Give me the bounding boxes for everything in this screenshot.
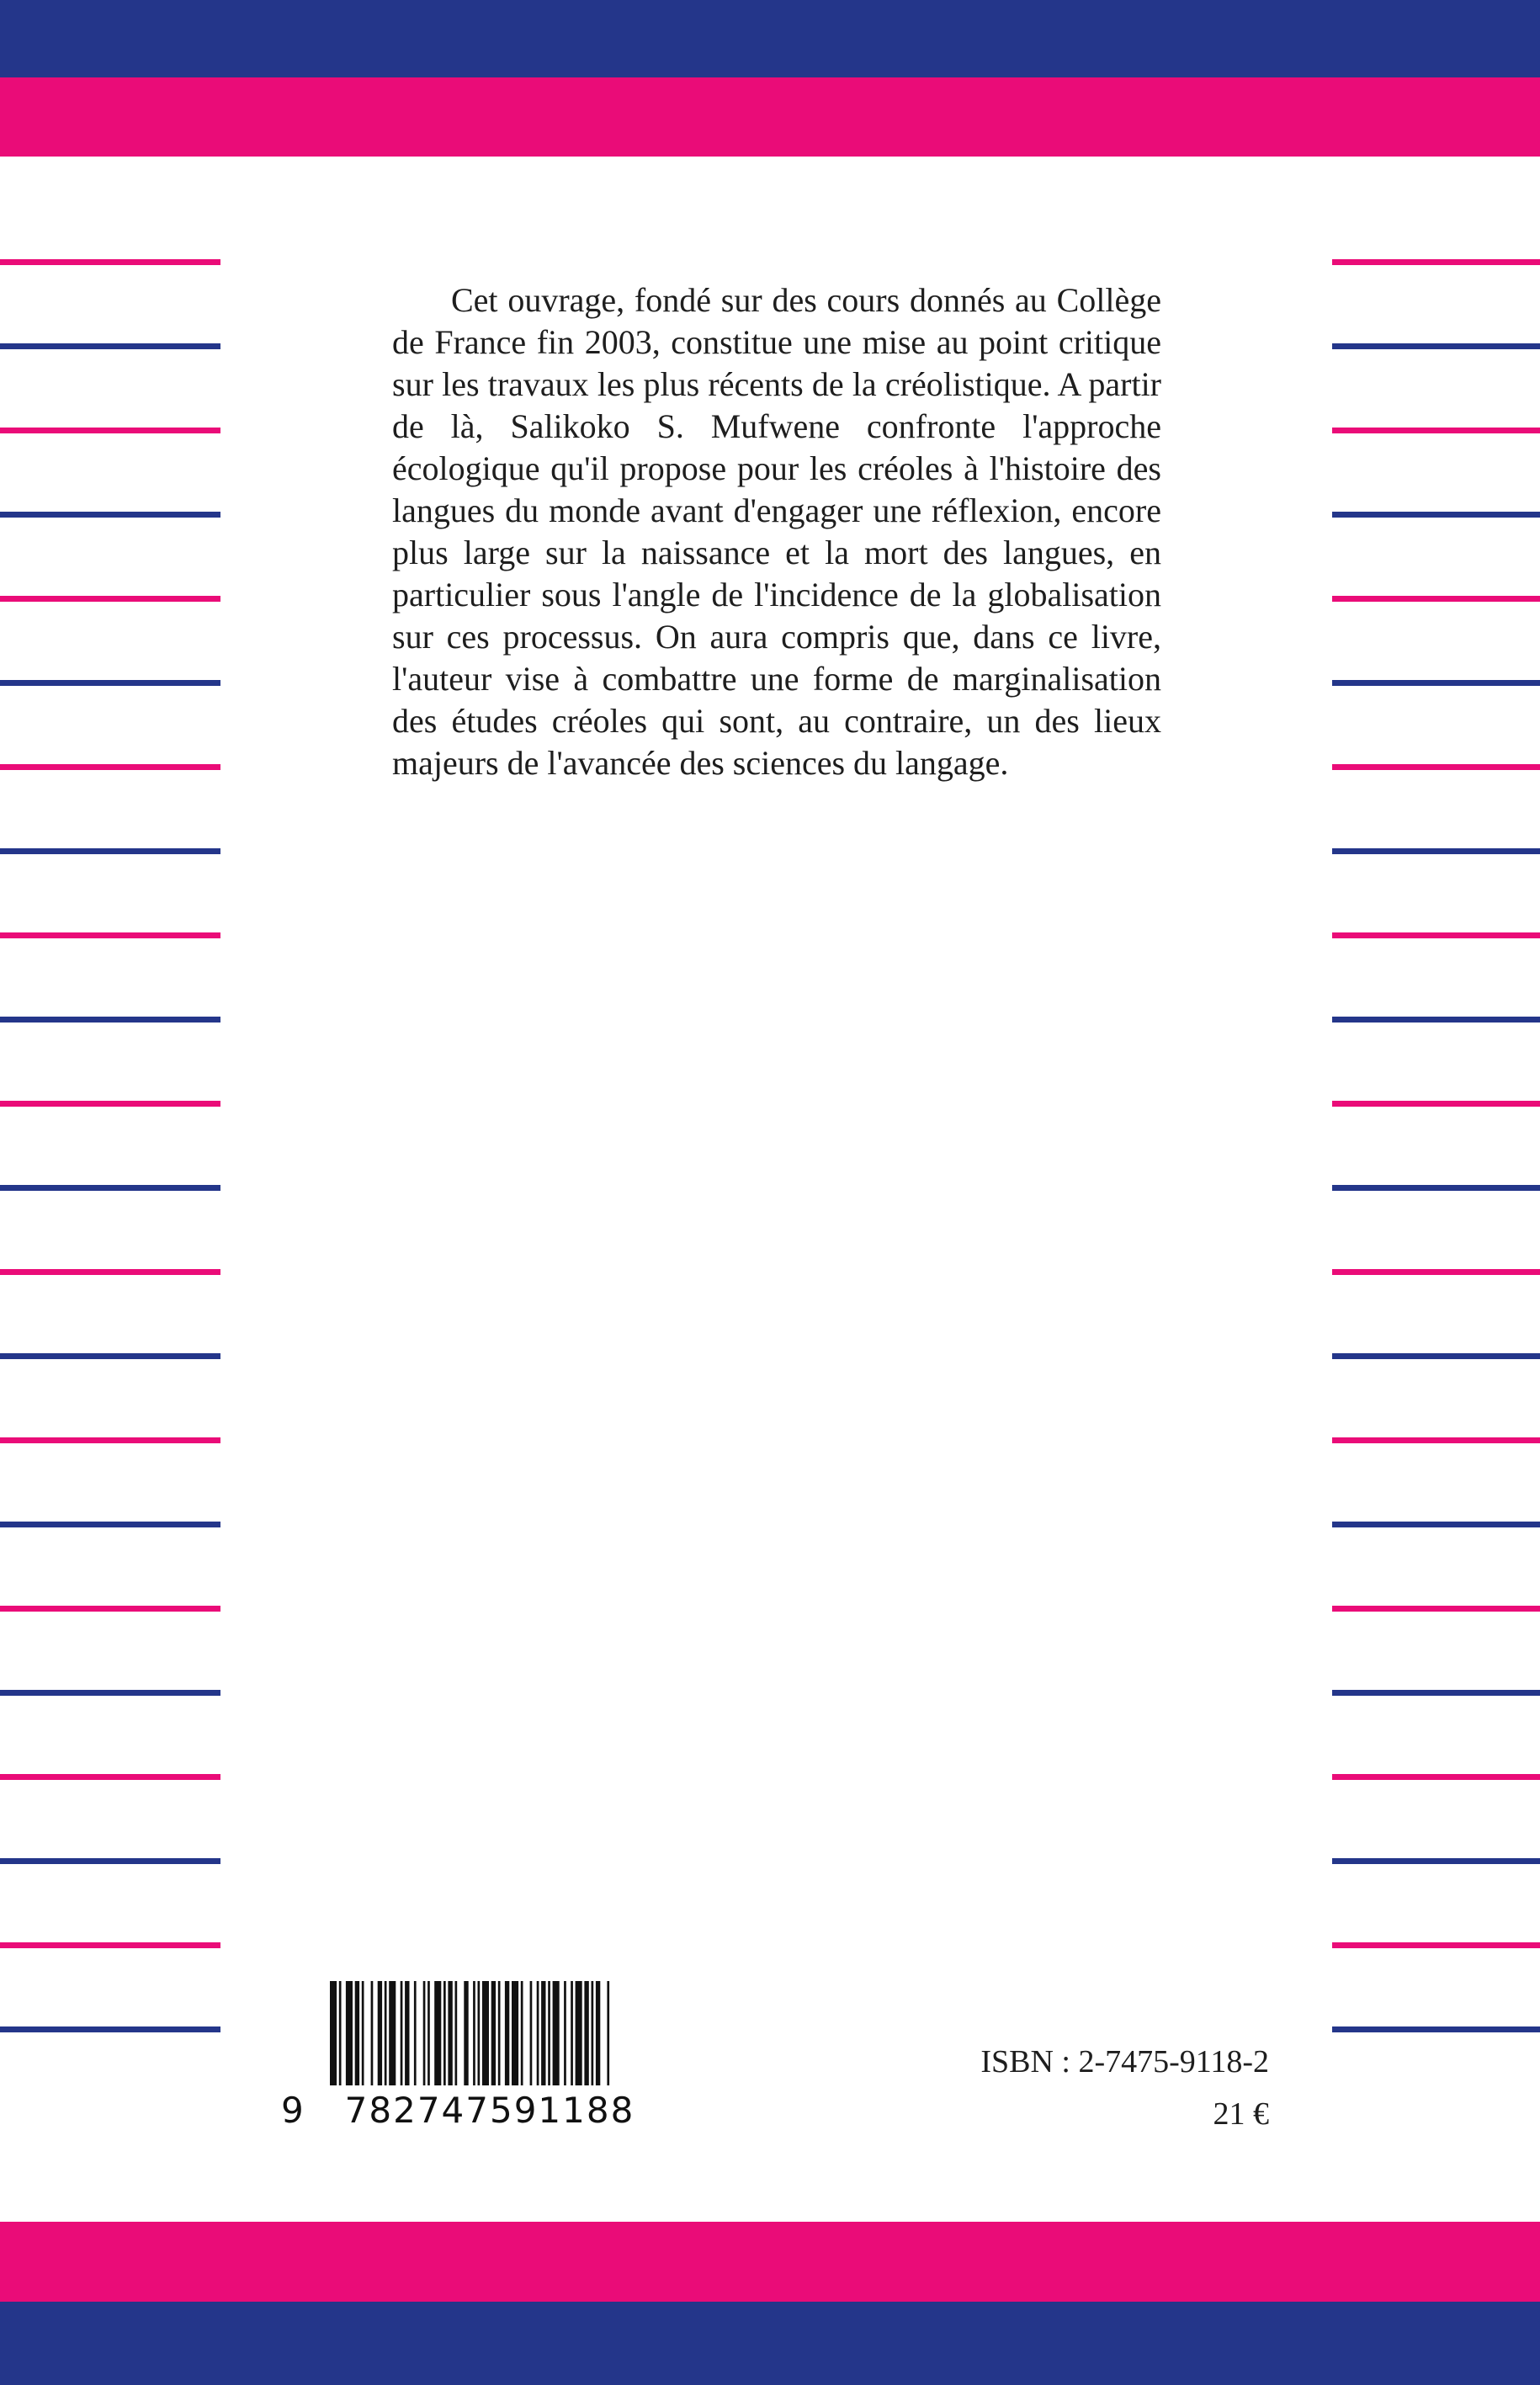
- bottom-navy-band: [0, 2302, 1540, 2385]
- side-stripe-right: [1332, 343, 1540, 349]
- barcode-bar: [414, 1981, 417, 2085]
- barcode-bar: [405, 1981, 409, 2085]
- side-stripe-left: [0, 1185, 220, 1191]
- side-stripe-right: [1332, 1774, 1540, 1780]
- barcode-bar: [473, 1981, 475, 2085]
- side-stripe-left: [0, 680, 220, 686]
- barcode-bar: [464, 1981, 468, 2085]
- barcode-bar: [423, 1981, 426, 2085]
- side-stripe-right: [1332, 1942, 1540, 1948]
- barcode-bar: [346, 1981, 353, 2085]
- side-stripe-right: [1332, 259, 1540, 265]
- barcode-bar: [584, 1981, 588, 2085]
- side-stripe-left: [0, 1942, 220, 1948]
- isbn-number: ISBN : 2-7475-9118-2: [980, 2044, 1269, 2080]
- barcode-digits: [0, 2085, 1540, 2136]
- side-stripe-right: [1332, 1858, 1540, 1864]
- side-stripe-left: [0, 1269, 220, 1275]
- barcode-bar: [576, 1981, 582, 2085]
- side-stripe-right: [1332, 1690, 1540, 1696]
- side-stripe-left: [0, 1101, 220, 1107]
- side-stripe-left: [0, 764, 220, 770]
- side-stripe-right: [1332, 764, 1540, 770]
- barcode-main-digits: 782747591188: [320, 2085, 660, 2136]
- barcode-bar: [607, 1981, 609, 2085]
- side-stripe-left: [0, 343, 220, 349]
- side-stripe-left: [0, 1017, 220, 1023]
- price: 21 €: [1213, 2096, 1269, 2132]
- side-stripe-right: [1332, 932, 1540, 938]
- barcode-bar: [434, 1981, 441, 2085]
- side-stripe-right: [1332, 1437, 1540, 1443]
- top-navy-band: [0, 0, 1540, 77]
- side-stripe-right: [1332, 1522, 1540, 1527]
- barcode-bar: [530, 1981, 533, 2085]
- barcode-bar: [521, 1981, 523, 2085]
- bottom-pink-band: [0, 2222, 1540, 2302]
- top-pink-band: [0, 77, 1540, 157]
- barcode-bar: [385, 1981, 387, 2085]
- barcode-bar: [482, 1981, 489, 2085]
- barcode-bar: [592, 1981, 594, 2085]
- barcode-bar: [478, 1981, 481, 2085]
- side-stripe-left: [0, 2026, 220, 2032]
- side-stripe-right: [1332, 1017, 1540, 1023]
- barcode-bar: [541, 1981, 545, 2085]
- barcode-bar: [371, 1981, 374, 2085]
- side-stripe-right: [1332, 512, 1540, 518]
- barcode-bar: [330, 1981, 337, 2085]
- side-stripe-right: [1332, 1185, 1540, 1191]
- side-stripe-left: [0, 932, 220, 938]
- side-stripe-left: [0, 512, 220, 518]
- side-stripe-right: [1332, 428, 1540, 433]
- barcode-bar: [491, 1981, 496, 2085]
- side-stripe-left: [0, 1690, 220, 1696]
- side-stripe-left: [0, 259, 220, 265]
- barcode-lead-digit: 9: [281, 2085, 309, 2136]
- barcode-bar: [553, 1981, 560, 2085]
- side-stripe-left: [0, 1774, 220, 1780]
- barcode-bar: [443, 1981, 446, 2085]
- barcode-bar: [355, 1981, 359, 2085]
- barcode-bar: [537, 1981, 539, 2085]
- barcode-bar: [571, 1981, 573, 2085]
- side-stripe-right: [1332, 680, 1540, 686]
- side-stripe-left: [0, 1353, 220, 1359]
- side-stripe-left: [0, 428, 220, 433]
- barcode-bar: [505, 1981, 509, 2085]
- barcode-bar: [401, 1981, 403, 2085]
- side-stripe-left: [0, 596, 220, 602]
- barcode-bar: [548, 1981, 550, 2085]
- side-stripe-right: [1332, 2026, 1540, 2032]
- side-stripe-right: [1332, 596, 1540, 602]
- barcode-bar: [362, 1981, 364, 2085]
- side-stripe-right: [1332, 1269, 1540, 1275]
- side-stripe-right: [1332, 1101, 1540, 1107]
- barcode-bar: [564, 1981, 566, 2085]
- barcode-bars: [281, 1981, 660, 2085]
- side-stripe-left: [0, 1437, 220, 1443]
- barcode-bar: [512, 1981, 518, 2085]
- back-cover-blurb: Cet ouvrage, fondé sur des cours donnés au Collège de France fin 2003, constitue une mise au point critique sur les travaux les plus récents de la créolistique. A partir de là, Salikoko S. Mufwene confronte l'approche écologique qu'il propose pour les créoles à l'histoire des langues du monde avant d'engager une réflexion, encore plus large sur la naissance et la mort des langues, en particulier sous l'angle de l'incidence de la globalisation sur ces processus. On aura compris que, dans ce livre, l'auteur vise à combattre une forme de marginalisation des études créoles qui sont, au contraire, un des lieux majeurs de l'avancée des sciences du langage.: [392, 281, 1161, 782]
- side-stripe-right: [1332, 1353, 1540, 1359]
- barcode-bar: [448, 1981, 452, 2085]
- side-stripe-left: [0, 1606, 220, 1612]
- barcode-bar: [427, 1981, 430, 2085]
- side-stripe-left: [0, 848, 220, 854]
- side-stripe-right: [1332, 848, 1540, 854]
- barcode-bar: [378, 1981, 382, 2085]
- barcode-bar: [498, 1981, 501, 2085]
- barcode-bar: [596, 1981, 600, 2085]
- side-stripe-left: [0, 1858, 220, 1864]
- barcode-bar: [455, 1981, 458, 2085]
- side-stripe-right: [1332, 1606, 1540, 1612]
- side-stripe-left: [0, 1522, 220, 1527]
- barcode-bar: [339, 1981, 342, 2085]
- barcode-bar: [389, 1981, 396, 2085]
